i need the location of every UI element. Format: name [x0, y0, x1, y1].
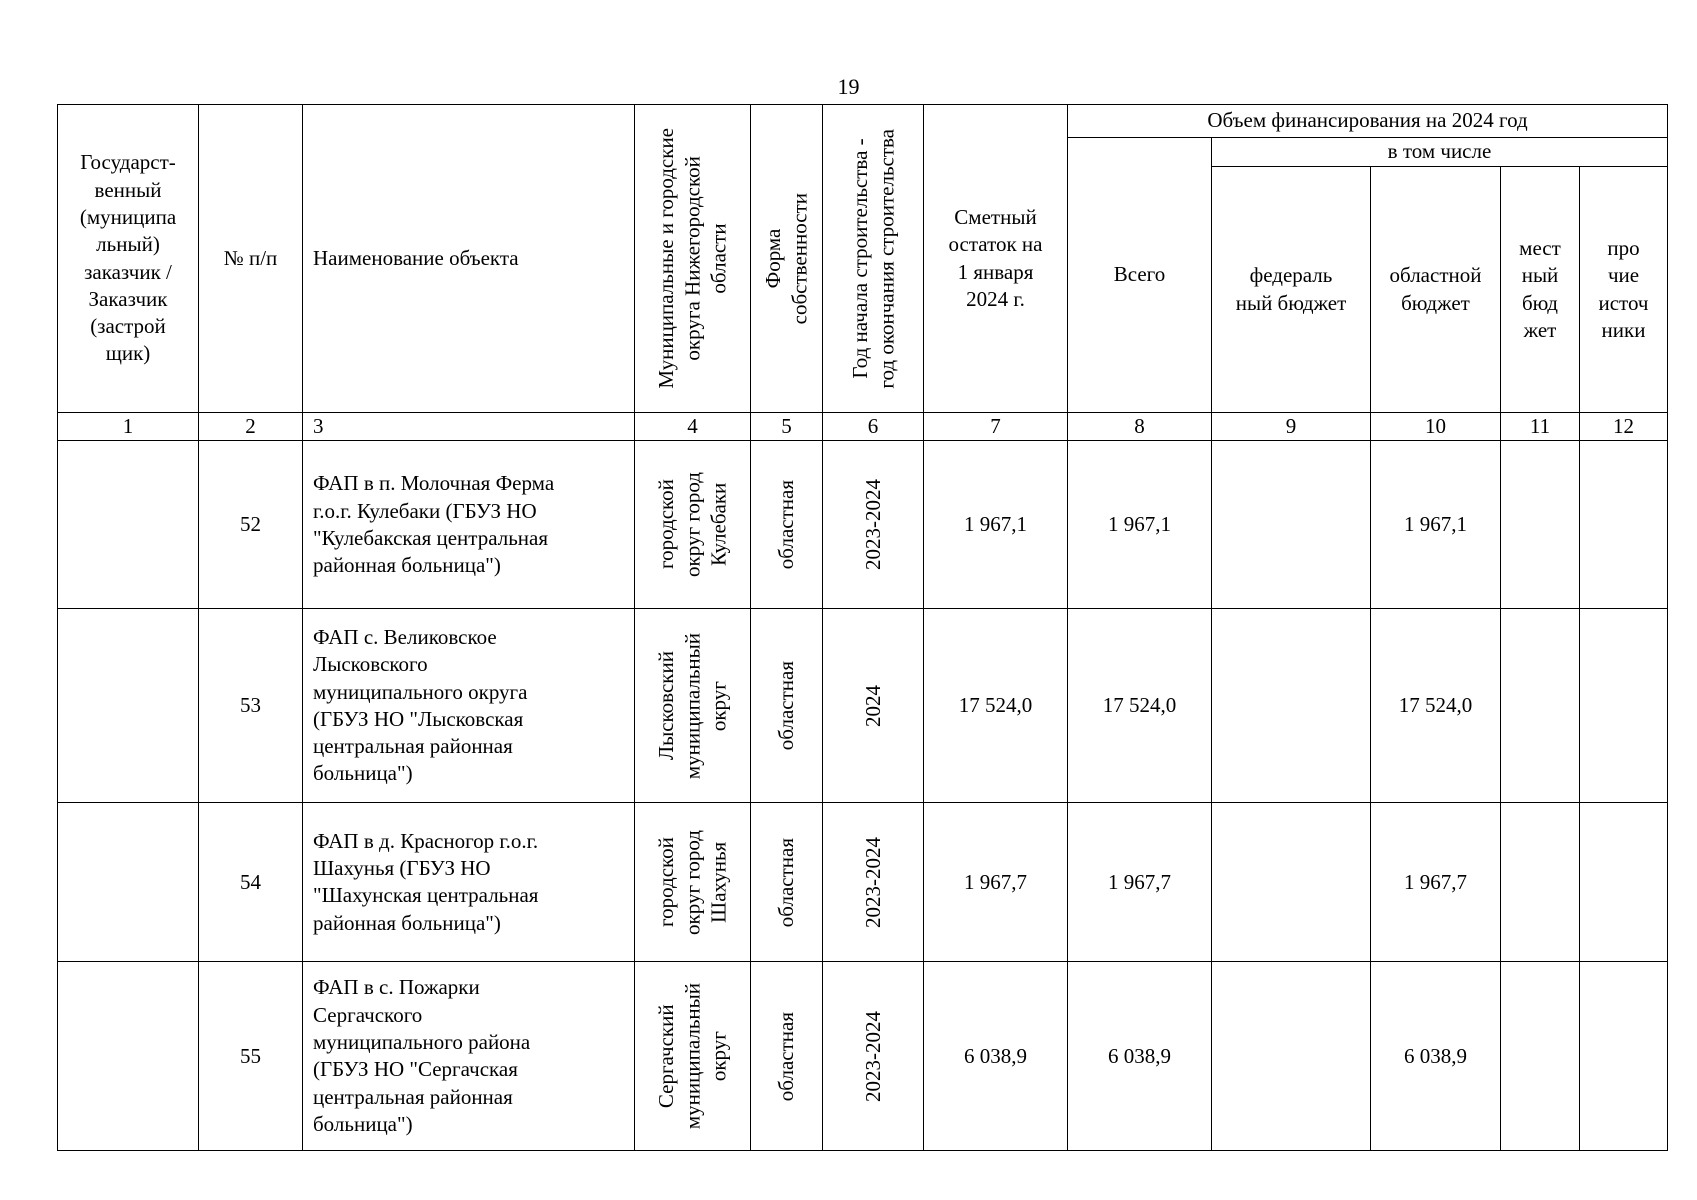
header-customer: Государст- венный (муниципа льный) заказчик / Заказчик (застрой щик) [58, 105, 199, 413]
total-cell: 17 524,0 [1068, 609, 1212, 803]
regional-cell: 17 524,0 [1371, 609, 1501, 803]
customer-cell [58, 609, 199, 803]
row-number-cell: 53 [199, 609, 303, 803]
federal-cell [1212, 441, 1371, 609]
regional-cell: 6 038,9 [1371, 962, 1501, 1151]
header-funding-group: Объем финансирования на 2024 год [1068, 105, 1668, 138]
years-cell-text: 2023-2024 [860, 1010, 885, 1102]
years-cell [823, 803, 924, 962]
table-row [58, 441, 1668, 609]
ownership-cell-text: областная [774, 1011, 799, 1101]
column-number: 12 [1580, 413, 1668, 441]
table-row [58, 803, 1668, 962]
estimate-cell: 17 524,0 [924, 609, 1068, 803]
header-number: № п/п [199, 105, 303, 413]
ownership-cell-text: областная [774, 837, 799, 927]
local-cell [1501, 803, 1580, 962]
column-number: 8 [1068, 413, 1212, 441]
column-number: 11 [1501, 413, 1580, 441]
header-district: Муниципальные и городские округа Нижегородской области [635, 105, 751, 413]
column-number: 1 [58, 413, 199, 441]
other-cell [1580, 609, 1668, 803]
object-name-cell: ФАП в д. Красногор г.о.г. Шахунья (ГБУЗ НО "Шахунская центральная районная больница") [303, 803, 635, 962]
column-number: 6 [823, 413, 924, 441]
table-row [58, 609, 1668, 803]
regional-cell: 1 967,7 [1371, 803, 1501, 962]
other-cell [1580, 803, 1668, 962]
header-total: Всего [1068, 138, 1212, 413]
district-cell-text: Лысковский муниципальный округ [654, 632, 731, 779]
district-cell-text: городской округ город Шахунья [654, 829, 731, 935]
header-estimate: Сметный остаток на 1 января 2024 г. [924, 105, 1068, 413]
total-cell: 1 967,1 [1068, 441, 1212, 609]
regional-cell: 1 967,1 [1371, 441, 1501, 609]
federal-cell [1212, 962, 1371, 1151]
district-cell-text: городской округ город Кулебаки [654, 472, 731, 578]
customer-cell [58, 803, 199, 962]
estimate-cell: 1 967,7 [924, 803, 1068, 962]
object-name-cell: ФАП с. Великовское Лысковского муниципального округа (ГБУЗ НО "Лысковская центральная районная больница") [303, 609, 635, 803]
column-number: 7 [924, 413, 1068, 441]
district-cell [635, 962, 751, 1151]
years-cell-text: 2024 [860, 684, 885, 727]
district-cell [635, 609, 751, 803]
row-number-cell: 52 [199, 441, 303, 609]
row-number-cell: 54 [199, 803, 303, 962]
years-cell [823, 441, 924, 609]
other-cell [1580, 962, 1668, 1151]
header-federal: федераль ный бюджет [1212, 167, 1371, 413]
other-cell [1580, 441, 1668, 609]
column-number: 3 [303, 413, 635, 441]
header-years: Год начала строительства - год окончания строительства [823, 105, 924, 413]
district-cell-text: Сергачский муниципальный округ [654, 983, 731, 1130]
header-regional: областной бюджет [1371, 167, 1501, 413]
column-number: 9 [1212, 413, 1371, 441]
page-number: 19 [837, 74, 860, 99]
years-cell-text: 2023-2024 [860, 479, 885, 571]
row-number-cell: 55 [199, 962, 303, 1151]
total-cell: 6 038,9 [1068, 962, 1212, 1151]
total-cell: 1 967,7 [1068, 803, 1212, 962]
ownership-cell-text: областная [774, 661, 799, 751]
object-name-cell: ФАП в п. Молочная Ферма г.о.г. Кулебаки (ГБУЗ НО "Кулебакская центральная районная больница") [303, 441, 635, 609]
federal-cell [1212, 803, 1371, 962]
financing-table [57, 104, 1668, 1151]
column-number: 2 [199, 413, 303, 441]
ownership-cell [751, 609, 823, 803]
ownership-cell [751, 803, 823, 962]
header-including-group: в том числе [1212, 138, 1668, 167]
ownership-cell [751, 962, 823, 1151]
column-numbers-row [58, 413, 1668, 441]
table-row [58, 962, 1668, 1151]
estimate-cell: 6 038,9 [924, 962, 1068, 1151]
header-object-name: Наименование объекта [303, 105, 635, 413]
ownership-cell-text: областная [774, 480, 799, 570]
local-cell [1501, 609, 1580, 803]
header-ownership: Форма собственности [751, 105, 823, 413]
object-name-cell: ФАП в с. Пожарки Сергачского муниципального района (ГБУЗ НО "Сергачская центральная районная больница") [303, 962, 635, 1151]
years-cell [823, 962, 924, 1151]
local-cell [1501, 962, 1580, 1151]
header-local: мест ный бюд жет [1501, 167, 1580, 413]
years-cell [823, 609, 924, 803]
federal-cell [1212, 609, 1371, 803]
header-other: про чие источ ники [1580, 167, 1668, 413]
local-cell [1501, 441, 1580, 609]
column-number: 4 [635, 413, 751, 441]
district-cell [635, 441, 751, 609]
column-number: 5 [751, 413, 823, 441]
district-cell [635, 803, 751, 962]
estimate-cell: 1 967,1 [924, 441, 1068, 609]
customer-cell [58, 962, 199, 1151]
ownership-cell [751, 441, 823, 609]
years-cell-text: 2023-2024 [860, 836, 885, 928]
column-number: 10 [1371, 413, 1501, 441]
customer-cell [58, 441, 199, 609]
